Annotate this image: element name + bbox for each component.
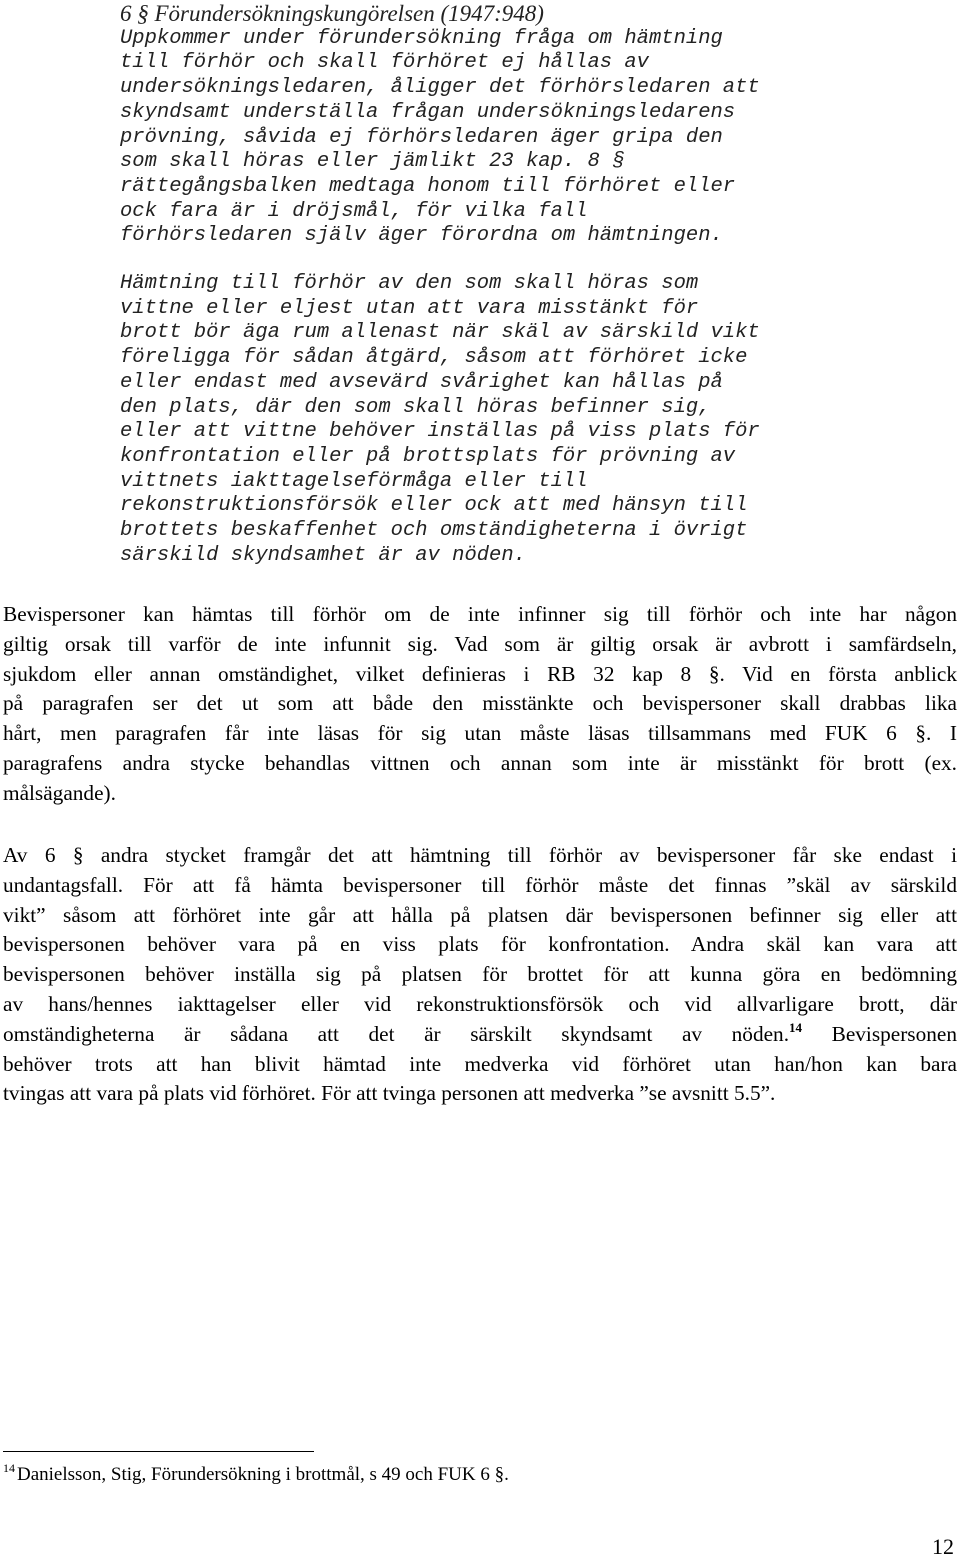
statute-quote-line: rättegångsbalken medtaga honom till förhöret eller [120, 174, 736, 198]
statute-quote-line: föreligga för sådan åtgärd, såsom att förhöret icke [120, 346, 748, 370]
footnote-separator [3, 1451, 314, 1452]
page-number: 12 [932, 1534, 954, 1559]
paragraph-line: giltig orsak till varför de inte infunnit sig. Vad som är giltig orsak är avbrott i samfärdseln, [3, 631, 957, 656]
paragraph-line: undantagsfall. För att få hämta bevispersoner till förhör måste det finnas ”skäl av särskild [3, 872, 957, 897]
paragraph-text: omständigheterna är sådana att det är särskilt skyndsamt av nöden. [3, 1021, 790, 1046]
paragraph-line: bevispersonen behöver inställa sig på platsen för brottet för att kunna göra en bedömning [3, 962, 957, 987]
statute-quote-line: brottets beskaffenhet och omständigheterna i övrigt [120, 519, 748, 543]
statute-quote-line: den plats, där den som skall höras befinner sig, [120, 395, 711, 419]
statute-quote-line: särskild skyndsamhet är av nöden. [120, 543, 526, 567]
statute-quote-line: vittnets iakttagelseförmåga eller till [120, 469, 588, 493]
statute-quote-line: ock fara är i dröjsmål, för vilka fall [120, 199, 588, 223]
statute-quote-line: vittne eller eljest utan att vara misstänkt för [120, 296, 699, 320]
statute-quote-line: brott bör äga rum allenast när skäl av särskild vikt [120, 321, 760, 345]
statute-quote-second-paragraph [120, 272, 920, 568]
paragraph-line: tvingas att vara på plats vid förhöret. För att tvinga personen att medverka ”se avsnitt 5.5”. [3, 1081, 776, 1106]
paragraph-line: sjukdom eller annan omständighet, vilket definieras i RB 32 kap 8 §. Vid en första anblick [3, 661, 957, 686]
statute-quote-line: eller att vittne behöver inställas på viss plats för [120, 420, 760, 444]
paragraph-line: på paragrafen ser det ut som att både den misstänkte och bevispersoner skall drabbas lika [3, 691, 957, 716]
paragraph-line: paragrafens andra stycke behandlas vittnen och annan som inte är misstänkt för brott (ex. [3, 750, 957, 775]
footnote-reference[interactable]: 14 [789, 1019, 803, 1035]
statute-quote-line: undersökningsledaren, åligger det förhörsledaren att [120, 76, 760, 100]
paragraph-line: vikt” såsom att förhöret inte går att hålla på platsen där bevispersonen befinner sig eller att [3, 902, 957, 927]
body-paragraph-2 [3, 841, 957, 1109]
statute-quote-line: eller endast med avsevärd svårighet kan hållas på [120, 370, 723, 394]
statute-quote-line: prövning, såvida ej förhörsledaren äger gripa den [120, 125, 723, 149]
paragraph-line: behöver trots att han blivit hämtad inte medverka vid förhöret utan han/hon kan bara [3, 1051, 957, 1076]
footnote-number: 14 [3, 1461, 15, 1475]
paragraph-line: Bevispersoner kan hämtas till förhör om de inte infinner sig till förhör och inte har någon [3, 602, 957, 626]
statute-quote-line: konfrontation eller på brottsplats för prövning av [120, 444, 736, 468]
body-paragraph-1 [3, 600, 957, 809]
paragraph-line: hårt, men paragrafen får inte läsas för sig utan måste läsas tillsammans med FUK 6 §. I [3, 721, 957, 746]
paragraph-line: Av 6 § andra stycket framgår det att hämtning till förhör av bevispersoner får ske endast i [3, 843, 957, 867]
footnote-text: Danielsson, Stig, Förundersökning i brottmål, s 49 och FUK 6 §. [17, 1464, 509, 1485]
statute-quote-line: Uppkommer under förundersökning fråga om hämtning [120, 26, 723, 50]
statute-quote-fuk [120, 2, 920, 249]
statute-quote-line: Hämtning till förhör av den som skall höras som [120, 272, 699, 295]
statute-quote-line: rekonstruktionsförsök eller ock att med hänsyn till [120, 494, 748, 518]
statute-quote-line: till förhör och skall förhöret ej hållas av [120, 51, 649, 75]
statute-quote-line: skyndsamt underställa frågan undersökningsledarens [120, 100, 736, 124]
paragraph-text: Bevispersonen [802, 1021, 957, 1046]
statute-quote-line: förhörsledaren själv äger förordna om hämtningen. [120, 224, 723, 248]
statute-quote-title: 6 § Förundersökningskungörelsen (1947:948) [120, 1, 544, 26]
paragraph-line: målsägande). [3, 780, 116, 805]
paragraph-line: av hans/hennes iakttagelser eller vid rekonstruktionsförsök och vid allvarligare brott, där [3, 991, 957, 1016]
paragraph-line-with-footnote [3, 1020, 957, 1050]
footnote [3, 1460, 509, 1490]
paragraph-line: bevispersonen behöver vara på en viss plats för konfrontation. Andra skäl kan vara att [3, 932, 957, 957]
statute-quote-line: som skall höras eller jämlikt 23 kap. 8 § [120, 150, 625, 174]
